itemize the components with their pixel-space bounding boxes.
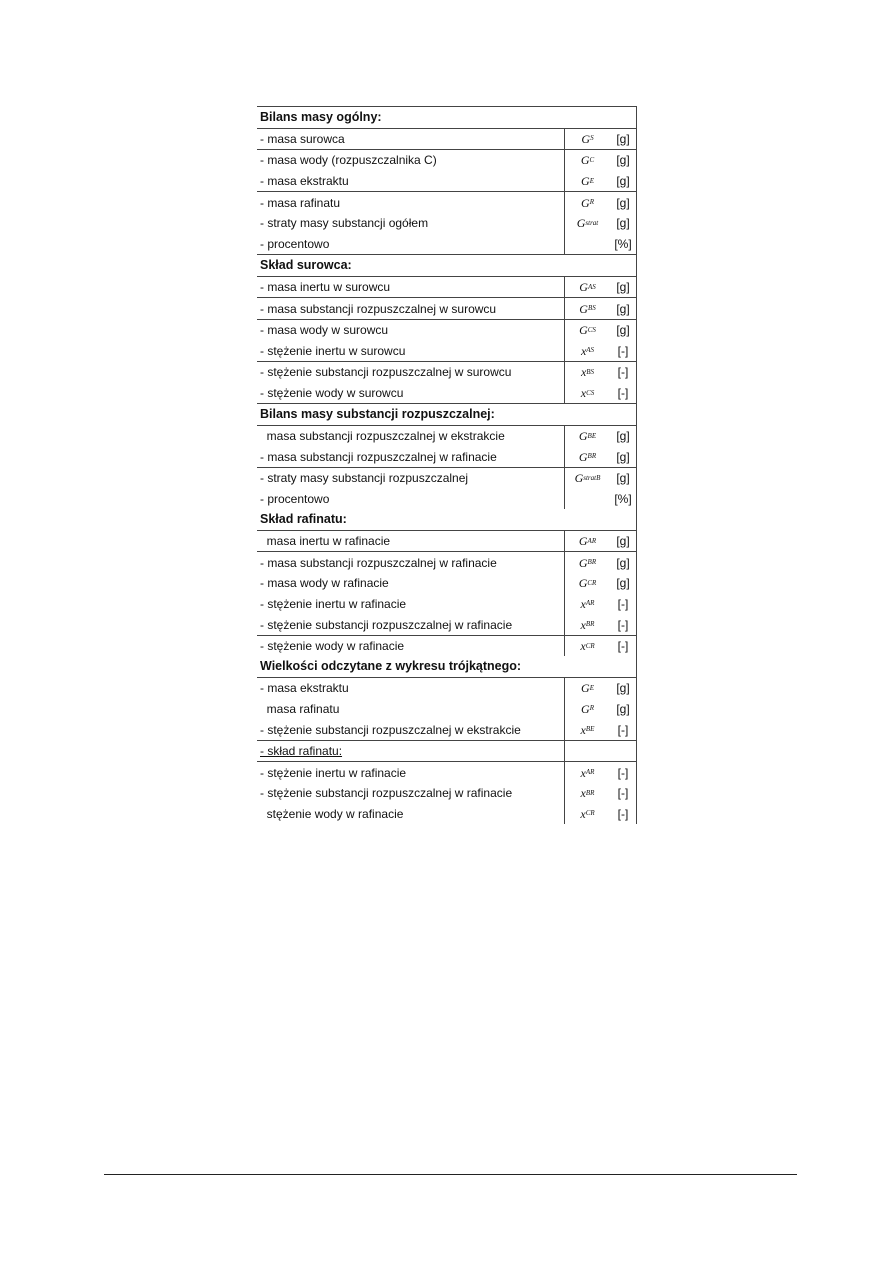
row-label: - masa ekstraktu [260, 681, 349, 696]
symbol-cell [564, 171, 610, 192]
symbol-cell [564, 531, 610, 552]
row-label: - stężenie inertu w rafinacie [260, 765, 407, 780]
row-label: - masa wody w rafinacie [260, 576, 389, 591]
table-row [257, 213, 636, 234]
symbol-subscript: AR [585, 599, 595, 608]
symbol-cell [564, 341, 610, 362]
symbol: x [580, 765, 586, 780]
row-label: - procentowo [260, 491, 330, 506]
row-label: masa substancji rozpuszczalnej w ekstrakcie [260, 429, 505, 444]
mass-balance-table [257, 106, 637, 824]
symbol-cell [564, 552, 610, 573]
symbol: x [580, 806, 586, 821]
unit-cell: [g] [616, 153, 630, 168]
section-header [257, 254, 636, 276]
unit-cell: [g] [616, 429, 630, 444]
symbol-cell [564, 573, 610, 594]
symbol-subscript: CR [587, 578, 597, 587]
symbol-cell [564, 762, 610, 783]
symbol-subscript: stratB [583, 473, 601, 482]
row-label: stężenie wody w rafinacie [260, 806, 404, 821]
row-label: - stężenie substancji rozpuszczalnej w rafinacie [260, 617, 513, 632]
symbol-cell [564, 234, 610, 255]
row-label: - stężenie inertu w surowcu [260, 343, 406, 358]
symbol: x [580, 596, 586, 611]
unit-cell: [-] [617, 639, 629, 654]
symbol-subscript: BR [585, 620, 595, 629]
symbol: G [579, 301, 588, 316]
unit-cell: [-] [617, 386, 629, 401]
row-label: - masa wody (rozpuszczalnika C) [260, 153, 437, 168]
symbol-cell [564, 489, 610, 510]
unit-cell: [-] [617, 765, 629, 780]
table-row [257, 530, 636, 552]
row-label: - masa substancji rozpuszczalnej w surowcu [260, 301, 497, 316]
unit-cell: [%] [614, 491, 632, 506]
symbol-subscript: R [589, 198, 594, 207]
symbol-cell [564, 362, 610, 383]
symbol-subscript: BS [587, 304, 596, 313]
symbol: G [581, 681, 590, 696]
symbol-subscript: CS [586, 388, 595, 397]
unit-cell: [g] [616, 449, 630, 464]
section-header [257, 403, 636, 425]
unit-cell: [g] [616, 555, 630, 570]
symbol-subscript: E [589, 176, 594, 185]
section-header [257, 509, 636, 530]
row-label: - stężenie inertu w rafinacie [260, 596, 407, 611]
unit-cell: [g] [616, 195, 630, 210]
symbol-subscript: AS [586, 346, 595, 355]
unit-cell: [g] [616, 216, 630, 231]
unit-cell: [g] [616, 323, 630, 338]
symbol: x [580, 386, 587, 401]
table-row [257, 447, 636, 468]
table-row [257, 677, 636, 699]
symbol-cell [564, 614, 610, 635]
symbol: G [578, 429, 588, 444]
symbol-subscript: BR [585, 788, 595, 797]
symbol-cell [564, 594, 610, 615]
symbol-subscript: CR [585, 809, 595, 818]
symbol: x [580, 786, 586, 801]
table-row [257, 361, 636, 383]
row-label: - procentowo [260, 236, 330, 251]
symbol: G [581, 195, 590, 210]
symbol: G [581, 131, 591, 146]
symbol-subscript: CR [585, 641, 595, 650]
table-row [257, 128, 636, 150]
unit-cell: [g] [616, 174, 630, 189]
unit-cell: [g] [616, 534, 630, 549]
table-row [257, 319, 636, 341]
symbol-subscript: AR [587, 536, 597, 545]
symbol: G [581, 174, 590, 189]
symbol-subscript: BR [587, 558, 597, 567]
unit-cell: [-] [617, 365, 629, 380]
table-row [257, 614, 636, 635]
unit-cell: [-] [617, 343, 629, 358]
section-header [257, 106, 636, 128]
symbol-cell [564, 804, 610, 825]
row-label: Bilans masy substancji rozpuszczalnej: [260, 407, 495, 422]
symbol-cell [564, 447, 610, 468]
row-label: masa rafinatu [260, 701, 340, 716]
row-label: - masa surowca [260, 131, 345, 146]
table-row [257, 297, 636, 319]
symbol-subscript: R [589, 704, 594, 713]
symbol-subscript: BS [586, 367, 595, 376]
unit-cell: [g] [616, 280, 630, 295]
unit-cell: [-] [617, 722, 629, 737]
symbol-subscript: E [589, 683, 594, 692]
row-label: - masa substancji rozpuszczalnej w rafinacie [260, 555, 497, 570]
table-row [257, 699, 636, 720]
symbol-subscript: BE [587, 431, 597, 440]
table-row [257, 761, 636, 783]
table-row [257, 551, 636, 573]
unit-cell: [g] [616, 576, 630, 591]
symbol-cell [564, 719, 610, 740]
symbol-cell [564, 699, 610, 720]
table-row [257, 171, 636, 192]
symbol: x [580, 639, 586, 654]
symbol-cell [564, 678, 610, 699]
row-label: - stężenie wody w surowcu [260, 386, 404, 401]
row-label: - stężenie wody w rafinacie [260, 639, 405, 654]
symbol: x [580, 343, 587, 358]
row-label: - skład rafinatu: [260, 744, 343, 759]
row-label: Skład rafinatu: [260, 512, 347, 527]
row-label: - stężenie substancji rozpuszczalnej w rafinacie [260, 786, 513, 801]
symbol-cell [564, 468, 610, 489]
symbol-cell [564, 150, 610, 171]
symbol: G [579, 280, 588, 295]
table-row [257, 383, 636, 404]
footer-rule [104, 1174, 797, 1175]
symbol: G [578, 449, 588, 464]
table-row [257, 489, 636, 510]
symbol-subscript: AS [587, 282, 596, 291]
row-label: - masa wody w surowcu [260, 323, 389, 338]
symbol-cell [564, 192, 610, 213]
symbol: x [580, 617, 586, 632]
row-label: - straty masy substancji rozpuszczalnej [260, 471, 469, 486]
unit-cell: [g] [616, 681, 630, 696]
symbol: G [580, 153, 590, 168]
symbol-subscript: S [590, 134, 594, 143]
symbol-subscript: strat [585, 218, 599, 227]
symbol-subscript: AR [585, 768, 595, 777]
table-row [257, 783, 636, 804]
unit-cell: [g] [616, 701, 630, 716]
symbol: G [578, 576, 588, 591]
symbol-cell [564, 383, 610, 404]
row-label: masa inertu w rafinacie [260, 534, 391, 549]
table-row [257, 804, 636, 825]
row-label: Skład surowca: [260, 258, 352, 273]
symbol-cell [564, 783, 610, 804]
row-label: - masa inertu w surowcu [260, 280, 391, 295]
row-label: - masa substancji rozpuszczalnej w rafinacie [260, 449, 497, 464]
table-row [257, 573, 636, 594]
symbol-cell [564, 426, 610, 447]
row-label: - straty masy substancji ogółem [260, 216, 429, 231]
symbol-subscript: CS [587, 325, 596, 334]
symbol-cell [564, 213, 610, 234]
unit-cell: [g] [616, 131, 630, 146]
unit-cell: [%] [614, 236, 632, 251]
symbol-cell [564, 277, 610, 298]
symbol-cell [564, 636, 610, 657]
unit-cell: [-] [617, 806, 629, 821]
symbol: G [581, 701, 590, 716]
row-label: - stężenie substancji rozpuszczalnej w surowcu [260, 365, 512, 380]
symbol: G [579, 323, 588, 338]
table-row [257, 635, 636, 657]
table-row [257, 234, 636, 255]
symbol: G [578, 555, 588, 570]
symbol: x [580, 365, 587, 380]
table-row [257, 425, 636, 447]
symbol-cell [564, 320, 610, 341]
unit-cell: [g] [616, 301, 630, 316]
symbol-subscript: BE [585, 725, 595, 734]
symbol-cell [564, 741, 610, 762]
row-label: - masa rafinatu [260, 195, 341, 210]
unit-cell: [g] [616, 471, 630, 486]
symbol-cell [564, 129, 610, 150]
row-label: - masa ekstraktu [260, 174, 349, 189]
symbol-subscript: BR [587, 452, 597, 461]
section-header [257, 656, 636, 677]
unit-cell: [-] [617, 617, 629, 632]
symbol: G [578, 534, 588, 549]
table-row [257, 276, 636, 298]
table-row [257, 719, 636, 740]
table-row [257, 191, 636, 213]
table-row [257, 149, 636, 171]
symbol-subscript: C [589, 155, 595, 164]
row-label: Bilans masy ogólny: [260, 110, 382, 125]
table-row [257, 467, 636, 489]
symbol: G [576, 216, 586, 231]
symbol: x [580, 722, 586, 737]
row-label: Wielkości odczytane z wykresu trójkątnego: [260, 659, 522, 674]
table-row [257, 740, 636, 762]
unit-cell: [-] [617, 596, 629, 611]
symbol: G [574, 471, 584, 486]
table-row [257, 341, 636, 362]
table-row [257, 594, 636, 615]
symbol-cell [564, 298, 610, 319]
unit-cell: [-] [617, 786, 629, 801]
row-label: - stężenie substancji rozpuszczalnej w ekstrakcie [260, 722, 521, 737]
